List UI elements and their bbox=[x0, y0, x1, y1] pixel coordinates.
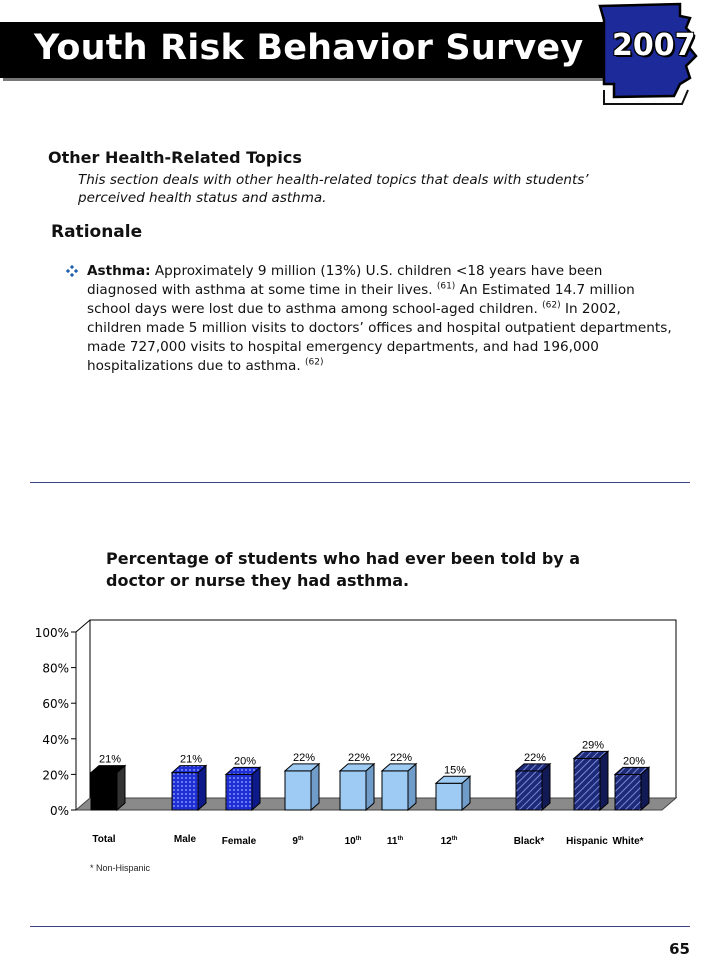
bar-value-label: 22% bbox=[389, 751, 413, 764]
asthma-rationale-text bbox=[87, 262, 677, 376]
chart-bar bbox=[574, 751, 608, 810]
y-tick-label: 20% bbox=[42, 768, 69, 783]
page-title: Youth Risk Behavior Survey bbox=[34, 28, 584, 68]
chart-bar bbox=[516, 764, 550, 810]
reference-marker: (62) bbox=[542, 300, 561, 311]
chart-bar bbox=[226, 767, 260, 810]
y-tick-label: 60% bbox=[42, 697, 69, 712]
reference-marker: (61) bbox=[436, 281, 456, 292]
bar-value-label: 22% bbox=[347, 751, 371, 764]
bottom-divider bbox=[30, 926, 690, 927]
y-tick-label: 0% bbox=[49, 804, 69, 818]
section-title: Other Health-Related Topics bbox=[48, 148, 302, 167]
section-description: This section deals with other health-related topics that deals with students’ perceived health status and asthma. bbox=[78, 172, 589, 206]
footnote: * Non-Hispanic bbox=[90, 863, 151, 873]
category-label: Male bbox=[173, 834, 197, 845]
bar-value-label: 20% bbox=[622, 755, 646, 768]
category-label: White* bbox=[612, 836, 644, 847]
bar-value-label: 21% bbox=[179, 753, 203, 766]
chart-bar bbox=[436, 776, 470, 810]
category-label: Female bbox=[221, 836, 257, 847]
chart-title: Percentage of students who had ever been told by a doctor or nurse they had asthma. bbox=[106, 549, 581, 590]
asthma-label: Asthma: bbox=[87, 263, 151, 279]
category-label: Black* bbox=[513, 836, 545, 847]
chart-bar bbox=[340, 764, 374, 810]
chart-bar bbox=[382, 764, 416, 810]
bar-value-label: 22% bbox=[292, 751, 316, 764]
bar-value-label: 21% bbox=[98, 753, 122, 766]
y-tick-label: 100% bbox=[34, 626, 69, 640]
category-label: Total bbox=[92, 834, 116, 845]
category-label: 12th bbox=[440, 836, 458, 847]
chart-bar bbox=[615, 767, 649, 810]
category-label: 11th bbox=[386, 836, 404, 847]
rationale-text-part: Approximately 9 million (13%) U.S. children <18 years have been diagnosed with asthma at some time in their lives. bbox=[87, 263, 603, 298]
bar-value-label: 15% bbox=[443, 764, 467, 777]
rationale-text-part: An Estimated 14.7 million school days were lost due to asthma among school-aged children. bbox=[87, 282, 635, 317]
top-divider bbox=[30, 482, 690, 483]
y-tick-label: 40% bbox=[42, 732, 69, 747]
chart-bar bbox=[172, 766, 206, 810]
diamond-bullet-icon bbox=[66, 265, 78, 277]
bar-value-label: 20% bbox=[233, 755, 257, 768]
rationale-text-part: In 2002, children made 5 million visits to doctors’ offices and hospital outpatient departments, made 727,000 visits to hospital emergency departments, and had 196,000 hospitalizations due to asthma. bbox=[87, 301, 672, 374]
chart-bar bbox=[91, 766, 125, 810]
chart-bar bbox=[285, 764, 319, 810]
page-number: 65 bbox=[669, 940, 690, 958]
reference-marker: (62) bbox=[305, 357, 324, 368]
bar-value-label: 29% bbox=[581, 739, 605, 752]
asthma-bar-chart bbox=[0, 600, 720, 860]
rationale-heading: Rationale bbox=[51, 222, 143, 242]
y-tick-label: 80% bbox=[42, 661, 69, 676]
category-label: Hispanic bbox=[566, 836, 608, 847]
category-label: 9th bbox=[292, 836, 304, 847]
survey-year: 2007 bbox=[612, 28, 696, 63]
bar-value-label: 22% bbox=[523, 751, 547, 764]
category-label: 10th bbox=[344, 836, 362, 847]
